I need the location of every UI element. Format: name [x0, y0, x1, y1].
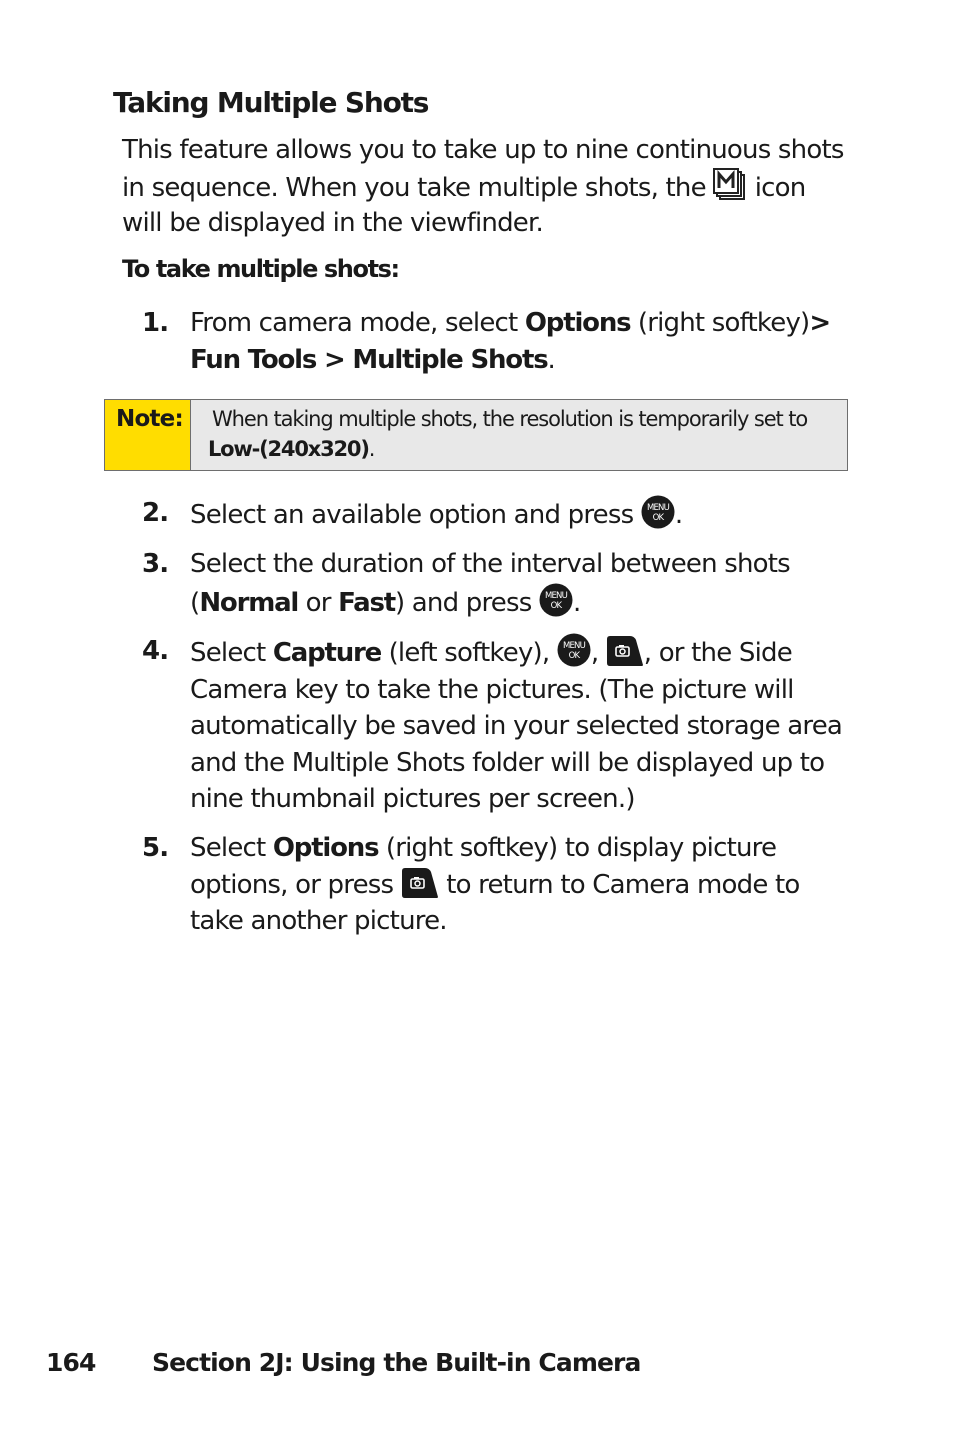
section-title: Section 2J: Using the Built-in Camera — [152, 1348, 641, 1377]
multiple-shots-icon — [713, 168, 747, 202]
note-text: When taking multiple shots, the resolution is temporarily set to Low-(240x320). — [208, 407, 808, 461]
note-label: Note: — [105, 400, 191, 470]
step-text: Select the duration of the interval between shots (Normal or Fast) and press MENU OK . — [190, 549, 790, 618]
step-text: Select Capture (left softkey), MENU OK , , or the Side Camera key to take the pictures. (The picture will automatically be saved in your selected storage area and the Multiple Shots folder will be displayed up to nine thumbnail pictures per screen.) — [190, 633, 852, 818]
svg-text:OK: OK — [568, 651, 580, 661]
menu-ok-key-icon — [641, 495, 675, 529]
svg-text:OK: OK — [550, 600, 562, 611]
camera-key-icon — [401, 867, 439, 899]
step-text: Select an available option and press MENU OK . — [190, 495, 852, 534]
svg-text:MENU: MENU — [544, 590, 567, 601]
svg-text:OK: OK — [652, 513, 664, 523]
step-text: From camera mode, select Options (right softkey)> Fun Tools > Multiple Shots. — [190, 308, 830, 375]
svg-text:MENU: MENU — [562, 641, 585, 651]
svg-text:MENU: MENU — [646, 503, 669, 513]
step-number: 4. — [142, 636, 169, 666]
camera-key-icon — [606, 635, 644, 667]
step-number: 1. — [142, 308, 169, 338]
intro-paragraph: This feature allows you to take up to nine continuous shots in sequence. When you take multiple shots, the icon will be displayed in the viewfinder. — [122, 135, 844, 238]
step-number: 2. — [142, 498, 169, 528]
procedure-heading: To take multiple shots: — [122, 255, 399, 283]
note-box — [104, 399, 848, 471]
page-number: 164 — [46, 1348, 96, 1377]
menu-ok-key-icon — [557, 633, 591, 667]
menu-ok-key-icon — [539, 583, 573, 617]
step-number: 3. — [142, 549, 169, 579]
step-number: 5. — [142, 833, 169, 863]
step-text: Select Options (right softkey) to display picture options, or press to return to Camera mode to take another picture. — [190, 833, 800, 936]
page-heading: Taking Multiple Shots — [113, 86, 429, 119]
page-footer — [46, 1348, 641, 1377]
